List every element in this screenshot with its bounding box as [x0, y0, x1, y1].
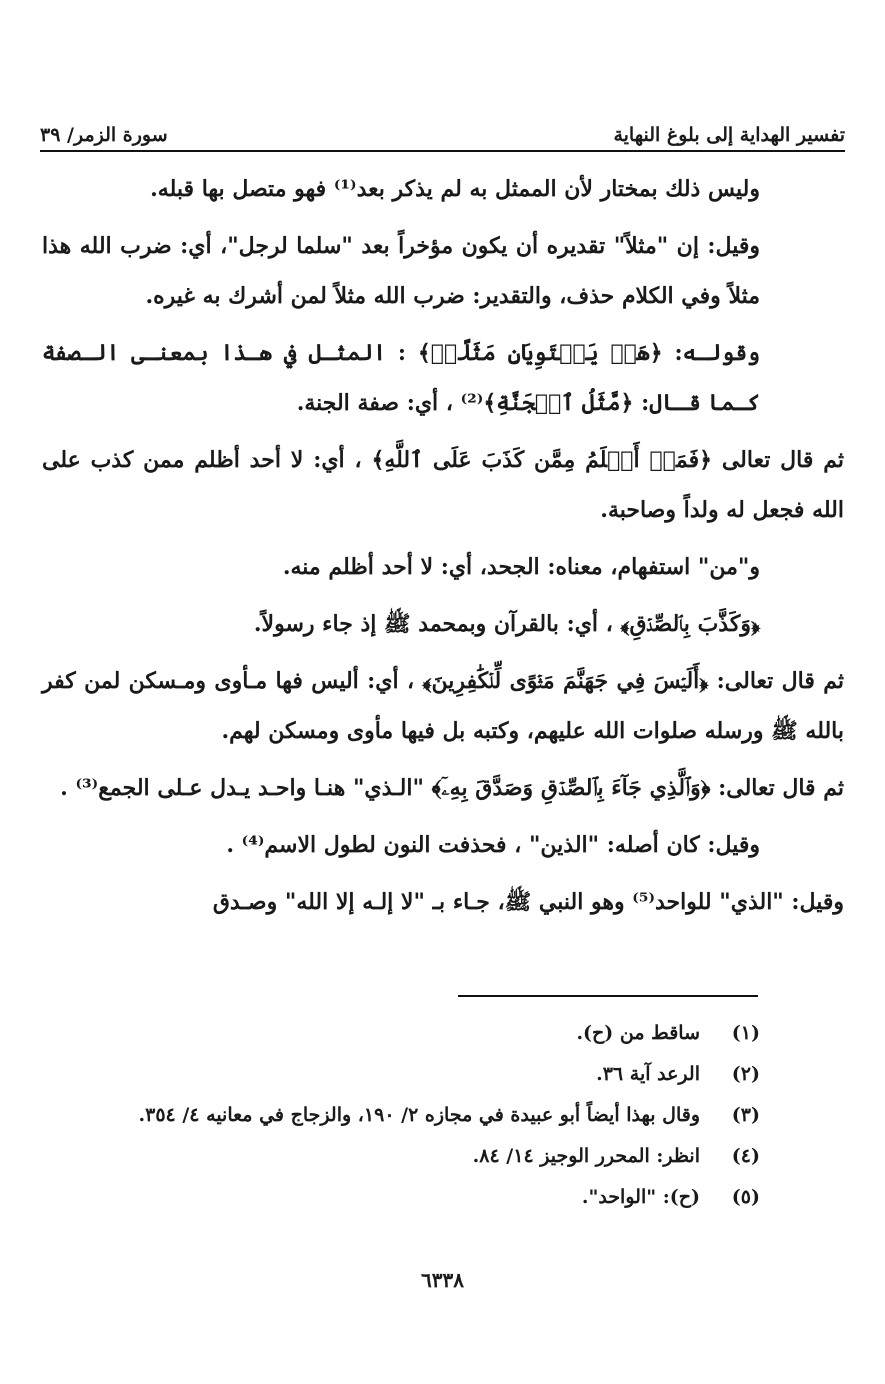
footnote-number: (١): [731, 1022, 760, 1044]
footnote-number: (٥): [731, 1186, 760, 1208]
book-title: تفسير الهداية إلى بلوغ النهاية: [613, 124, 845, 146]
footnote-item: [150, 1022, 760, 1063]
page-number: ٦٣٣٨: [421, 1268, 464, 1292]
paragraph: وقولـه: ﴿هَلۡ يَسۡتَوِيَانِ مَثَلًاۚ﴾ : المثـل في هـذا بمعنـى الـصفة كـما قـال: ﴿مَّثَلُ ٱلۡجَنَّةِ﴾⁽²⁾ ، أي: صفة الجنة.: [42, 340, 760, 416]
paragraph: وقيل: كان أصله: "الذين" ، فحذفت النون لطول الاسم⁽⁴⁾ .: [226, 832, 760, 858]
footnote-item: [150, 1145, 760, 1186]
footnote-number: (٤): [731, 1145, 760, 1167]
footnote-item: [138, 1104, 760, 1145]
surah-reference: سورة الزمر/ ٣٩: [40, 124, 168, 146]
paragraph: ثم قال تعالى: ﴿أَلَيۡسَ فِي جَهَنَّمَ مَثۡوًى لِّلۡكَٰفِرِينَ﴾ ، أي: أليس فها مـأوى ومـسكن لمن كفر بالله ﷺ ورسله صلوات الله عليهم، وكتبه بل فيها مأوى ومسكن لهم.: [42, 668, 844, 744]
footnote-text: وقال بهذا أيضاً أبو عبيدة في مجازه ٢/ ١٩٠، والزجاج في معانيه ٤/ ٣٥٤.: [138, 1104, 700, 1126]
footnote-number: (٣): [731, 1104, 760, 1126]
footnote-text: (ح): "الواحد".: [581, 1186, 700, 1208]
paragraph: وقيل: إن "مثلاً" تقديره أن يكون مؤخراً بعد "سلما لرجل"، أي: ضرب الله هذا مثلاً وفي الكلام حذف، والتقدير: ضرب الله مثلاً لمن أشرك به غيره.: [42, 233, 760, 309]
running-header: [40, 104, 845, 152]
paragraph: و"من" استفهام، معناه: الجحد، أي: لا أحد أظلم منه.: [282, 554, 760, 580]
footnote-item: [150, 1063, 760, 1104]
paragraph: وقيل: "الذي" للواحد⁽⁵⁾ وهو النبي ﷺ، جـاء بـ "لا إلـه إلا الله" وصـدق: [212, 889, 844, 915]
paragraph: ﴿وَكَذَّبَ بِٱلصِّدۡقِ﴾ ، أي: بالقرآن وبمحمد ﷺ إذ جاء رسولاً.: [253, 611, 760, 637]
footnote-text: انظر: المحرر الوجيز ١٤/ ٨٤.: [472, 1145, 700, 1167]
paragraph: وليس ذلك بمختار لأن الممثل به لم يذكر بعد⁽¹⁾ فهو متصل بها قبله.: [150, 176, 760, 202]
footnote-divider: [458, 995, 758, 997]
paragraph: ثم قال تعالى: ﴿وَٱلَّذِي جَآءَ بِٱلصِّدۡقِ وَصَدَّقَ بِهِۦٓ﴾ "الـذي" هنـا واحـد يـدل عـلى الجمع⁽³⁾ .: [60, 775, 844, 801]
footnotes: [138, 1022, 760, 1227]
paragraph: ثم قال تعالى ﴿فَمَنۡ أَظۡلَمُ مِمَّن كَذَبَ عَلَى ٱللَّهِ﴾ ، أي: لا أحد أظلم ممن كذب على الله فجعل له ولداً وصاحبة.: [42, 447, 844, 523]
footnote-number: (٢): [731, 1063, 760, 1085]
main-text: [42, 164, 844, 934]
footnote-item: [150, 1186, 760, 1227]
footnote-text: ساقط من (ح).: [576, 1022, 700, 1044]
footnote-text: الرعد آية ٣٦.: [596, 1063, 700, 1085]
